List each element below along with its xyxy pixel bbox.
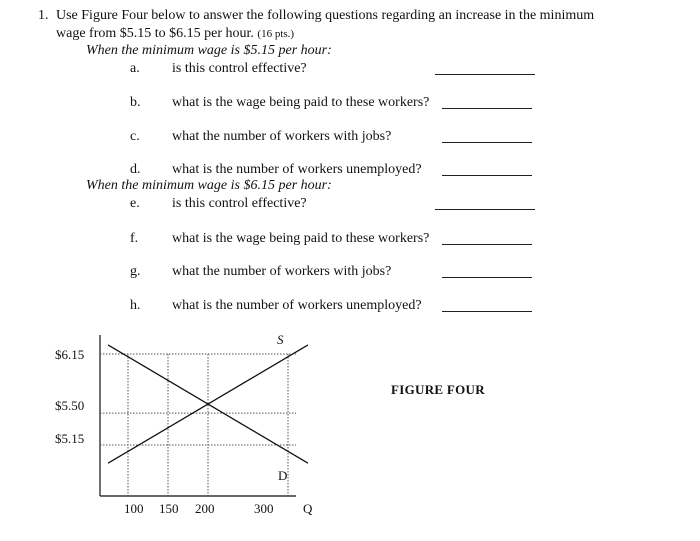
x-tick-300: 300 — [254, 501, 274, 516]
item-h-text: what is the number of workers unemployed? — [172, 298, 422, 313]
item-f-letter: f. — [130, 231, 139, 246]
y-tick-615: $6.15 — [55, 347, 85, 362]
question-line-2-text: wage from $5.15 to $6.15 per hour. — [56, 26, 254, 41]
item-d-text: what is the number of workers unemployed? — [172, 162, 422, 177]
item-c-letter: c. — [130, 129, 140, 144]
item-e-text: is this control effective? — [172, 196, 307, 211]
x-tick-200: 200 — [195, 501, 215, 516]
item-b-text: what is the wage being paid to these workers? — [172, 95, 430, 110]
item-f-text: what is the wage being paid to these workers? — [172, 231, 430, 246]
item-c-text: what the number of workers with jobs? — [172, 129, 392, 144]
figure-title: FIGURE FOUR — [391, 382, 485, 397]
demand-label: D — [278, 468, 288, 483]
y-tick-515: $5.15 — [55, 431, 85, 446]
x-tick-150: 150 — [159, 501, 179, 516]
x-axis-label: Q — [303, 501, 313, 516]
item-a-text: is this control effective? — [172, 61, 307, 76]
item-g-letter: g. — [130, 264, 141, 279]
section1-heading: When the minimum wage is $5.15 per hour: — [86, 43, 332, 58]
item-h-letter: h. — [130, 298, 141, 313]
x-tick-100: 100 — [124, 501, 144, 516]
question-line-1: Use Figure Four below to answer the following questions regarding an increase in the minimum — [56, 8, 595, 23]
chart-root — [100, 335, 308, 496]
supply-label: S — [277, 332, 284, 347]
item-b-letter: b. — [130, 95, 141, 110]
item-d-letter: d. — [130, 162, 141, 177]
item-e-letter: e. — [130, 196, 140, 211]
item-g-text: what the number of workers with jobs? — [172, 264, 392, 279]
question-number: 1. — [38, 8, 49, 23]
item-a-letter: a. — [130, 61, 140, 76]
question-points: (16 pts.) — [257, 28, 295, 40]
section2-heading: When the minimum wage is $6.15 per hour: — [86, 178, 332, 193]
y-tick-550: $5.50 — [55, 398, 85, 413]
